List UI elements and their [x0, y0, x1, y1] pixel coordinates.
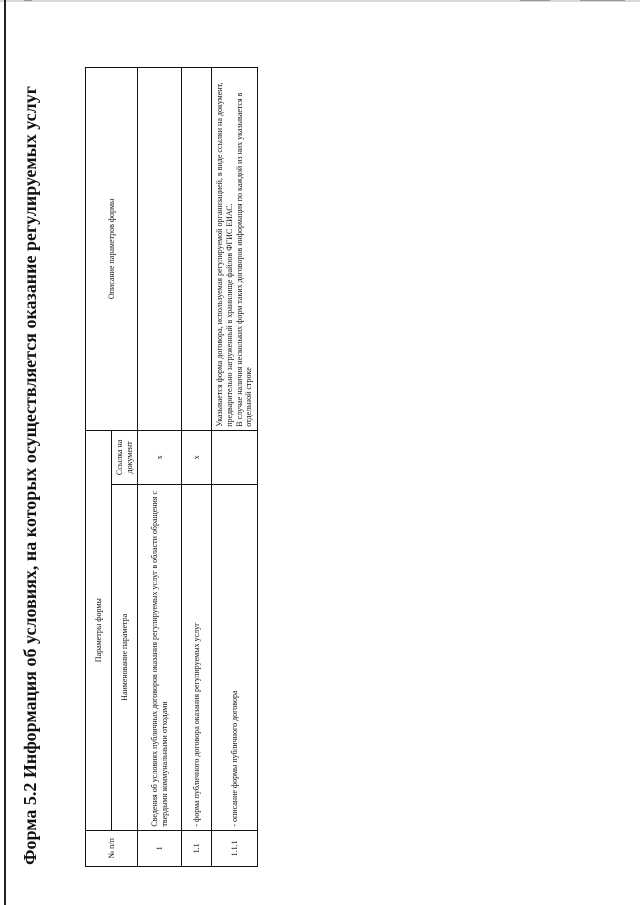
row-num: 1.1.1 [212, 830, 258, 866]
header-description: Описание параметров формы [86, 68, 138, 431]
row-param-name: - описание формы публичного договора [212, 485, 258, 831]
row-doc-link [212, 430, 258, 484]
row-doc-link: x [138, 430, 182, 484]
row-doc-link: x [182, 430, 212, 484]
row-num: 1.1 [182, 830, 212, 866]
table-row [182, 68, 212, 867]
row-param-name: Сведения об условиях публичных договоров оказания регулируемых услуг в области обращения с твердыми коммунальными отходами [138, 485, 182, 831]
table-row [138, 68, 182, 867]
row-description [138, 68, 182, 431]
description-line: отдельной строке [244, 367, 254, 427]
header-doc-link: Ссылка на документ [112, 430, 138, 484]
form-table [85, 67, 258, 867]
header-param-name: Наименование параметра [112, 485, 138, 831]
row-description [212, 68, 258, 431]
page-title: Форма 5.2 Информация об условиях, на которых осуществляется оказание регулируемых услуг [20, 86, 40, 865]
row-description [182, 68, 212, 431]
description-line: Указывается форма договора, используемая регулируемой организацией, в виде ссылки на документ, [215, 82, 225, 427]
table-header-row [86, 68, 112, 867]
description-line: В случае наличия нескольких форм таких договоров информация по каждой из них указывается в [234, 92, 244, 427]
header-params-group: Параметры формы [86, 430, 112, 830]
header-num: № п/п [86, 830, 138, 866]
table-row [212, 68, 258, 867]
row-num: 1 [138, 830, 182, 866]
row-param-name: - форма публичного договора оказания регулируемых услуг [182, 485, 212, 831]
description-line: предварительно загруженный в хранилище файлов ФГИС ЕИАС. [224, 203, 234, 427]
